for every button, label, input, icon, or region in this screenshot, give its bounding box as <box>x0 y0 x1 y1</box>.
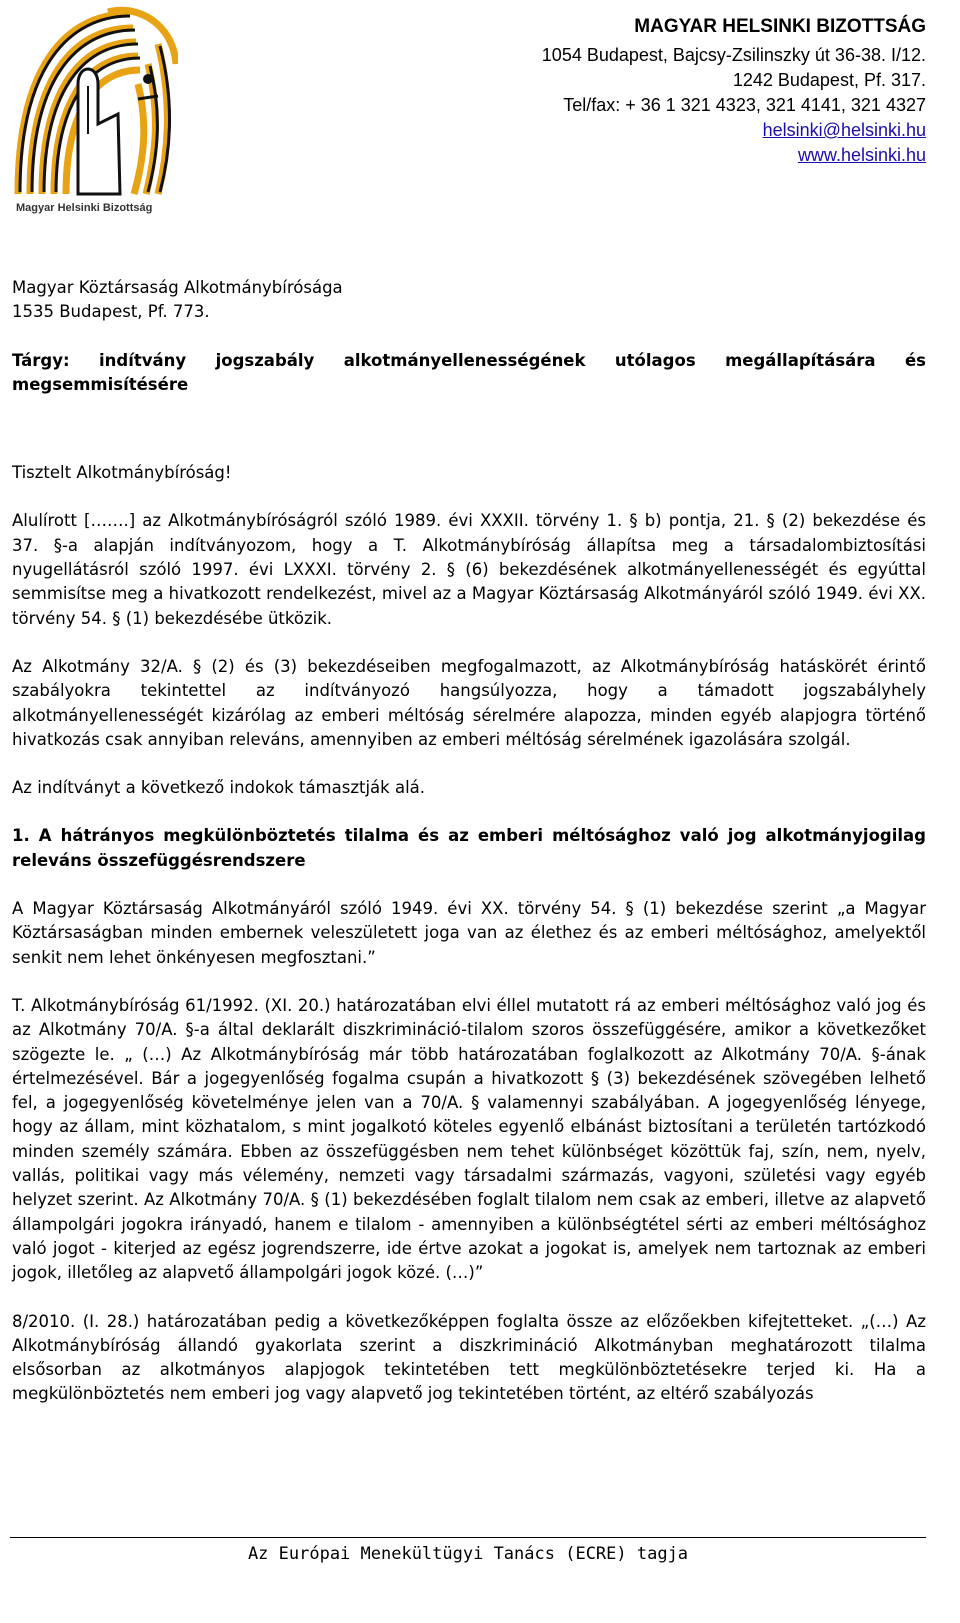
organization-name: MAGYAR HELSINKI BIZOTTSÁG <box>634 16 926 37</box>
address-line: 1054 Budapest, Bajcsy-Zsilinszky út 36-38. I/12. <box>541 45 926 65</box>
paragraph-1: Alulírott […….] az Alkotmánybíróságról szóló 1989. évi XXXII. törvény 1. § b) pontja, 21. § (2) bekezdése és 37. §-a alapján indítványozom, hogy a T. Alkotmánybíróság állapítsa meg a társadalombiztosítási nyugellátásról szóló 1997. évi LXXXI. törvény 2. § (6) bekezdésének alkotmányellenességét és egyúttal semmisítse meg a hivatkozott rendelkezést, mivel az a Magyar Köztársaság Alkotmányáról szóló 1949. évi XX. törvény 54. § (1) bekezdésébe ütközik. <box>12 511 926 628</box>
paragraph-6: 8/2010. (I. 28.) határozatában pedig a következőképpen foglalta össze az előzőekben kifejtetteket. „(…) Az Alkotmánybíróság állandó gyakorlata szerint a diszkrimináció Alkotmányban meghatározott tilalma elsősorban az alkotmányos alapjogok tekintetében tett megkülönböztetésekre terjed ki. Ha a megkülönböztetés nem emberi jog vagy alapvető jog tekintetében történt, az eltérő szabályozás <box>12 1311 926 1404</box>
recipient-line-2: 1535 Budapest, Pf. 773. <box>12 302 210 322</box>
paragraph-4: A Magyar Köztársaság Alkotmányáról szóló 1949. évi XX. törvény 54. § (1) bekezdése szerint „a Magyar Köztársaságban minden embernek veleszületett joga van az élethez és az emberi méltósághoz, amelyektől senkit nem lehet önkényesen megfosztani.” <box>12 899 926 967</box>
phone-fax: Tel/fax: + 36 1 321 4323, 321 4141, 321 4327 <box>563 95 926 115</box>
organization-contact-block <box>406 14 926 168</box>
organization-logo <box>8 4 178 214</box>
footer-divider <box>10 1537 926 1538</box>
website-link[interactable]: www.helsinki.hu <box>797 145 926 165</box>
recipient-line-1: Magyar Köztársaság Alkotmánybírósága <box>12 278 343 297</box>
section-heading-1: 1. A hátrányos megkülönböztetés tilalma és az emberi méltósághoz való jog alkotmányjogilag releváns összefüggésrendszere <box>12 826 926 870</box>
postal-address-line: 1242 Budapest, Pf. 317. <box>732 70 926 90</box>
footer-text: Az Európai Menekültügyi Tanács (ECRE) tagja <box>247 1544 689 1564</box>
paragraph-2: Az Alkotmány 32/A. § (2) és (3) bekezdéseiben megfogalmazott, az Alkotmánybíróság hatáskörét érintő szabályokra tekintettel az indítványozó hangsúlyozza, hogy a támadott jogszabályhely alkotmányellenességét kizárólag az emberi méltóság sérelmére alapozza, minden egyéb alapjogra történő hivatkozás csak annyiban releváns, amennyiben az emberi méltóság sérelmének igazolására szolgál. <box>12 656 926 749</box>
salutation: Tisztelt Alkotmánybíróság! <box>12 463 232 483</box>
email-link[interactable]: helsinki@helsinki.hu <box>762 120 926 140</box>
fingerprint-hand-logo-icon <box>8 4 178 199</box>
subject-line: Tárgy: indítvány jogszabály alkotmányellenességének utólagos megállapítására és megsemmisítésére <box>12 350 926 394</box>
logo-caption: Magyar Helsinki Bizottság <box>16 202 153 214</box>
paragraph-3: Az indítványt a következő indokok támasztják alá. <box>12 778 426 798</box>
document-body <box>12 276 926 1407</box>
paragraph-5: T. Alkotmánybíróság 61/1992. (XI. 20.) határozatában elvi éllel mutatott rá az emberi méltósághoz való jog és az Alkotmány 70/A. §-a által deklarált diszkrimináció-tilalom szoros összefüggésére, amikor a következőket szögezte le. „ (…) Az Alkotmánybíróság már több határozatában foglalkozott az Alkotmány 70/A. §-ának értelmezésével. Bár a jogegyenlőség fogalma csupán a hivatkozott § (3) bekezdésének szövegében lelhető fel, a jogegyenlőség követelménye jelen van a 70/A. § valamennyi szabályában. A jogegyenlőség lényege, hogy az állam, mint közhatalom, s mint jogalkotó köteles egyenlő elbánást biztosítani a területén tartózkodó minden személy számára. Ebben az összefüggésben nem tehet különbséget közöttük faj, szín, nem, nyelv, vallás, politikai vagy más vélemény, nemzeti vagy társadalmi származás, vagyoni, születési vagy egyéb helyzet szerint. Az Alkotmány 70/A. § (1) bekezdésében foglalt tilalom nem csak az emberi, illetve az alapvető állampolgári jogokra irányadó, hanem e tilalom - amennyiben a különbségtétel sérti az emberi méltósághoz való jogot - kiterjed az egész jogrendszerre, ide értve azokat a jogokat is, amelyek nem tartoznak az emberi jogok, illetőleg az alapvető állampolgári jogok közé. (…)” <box>12 995 926 1283</box>
